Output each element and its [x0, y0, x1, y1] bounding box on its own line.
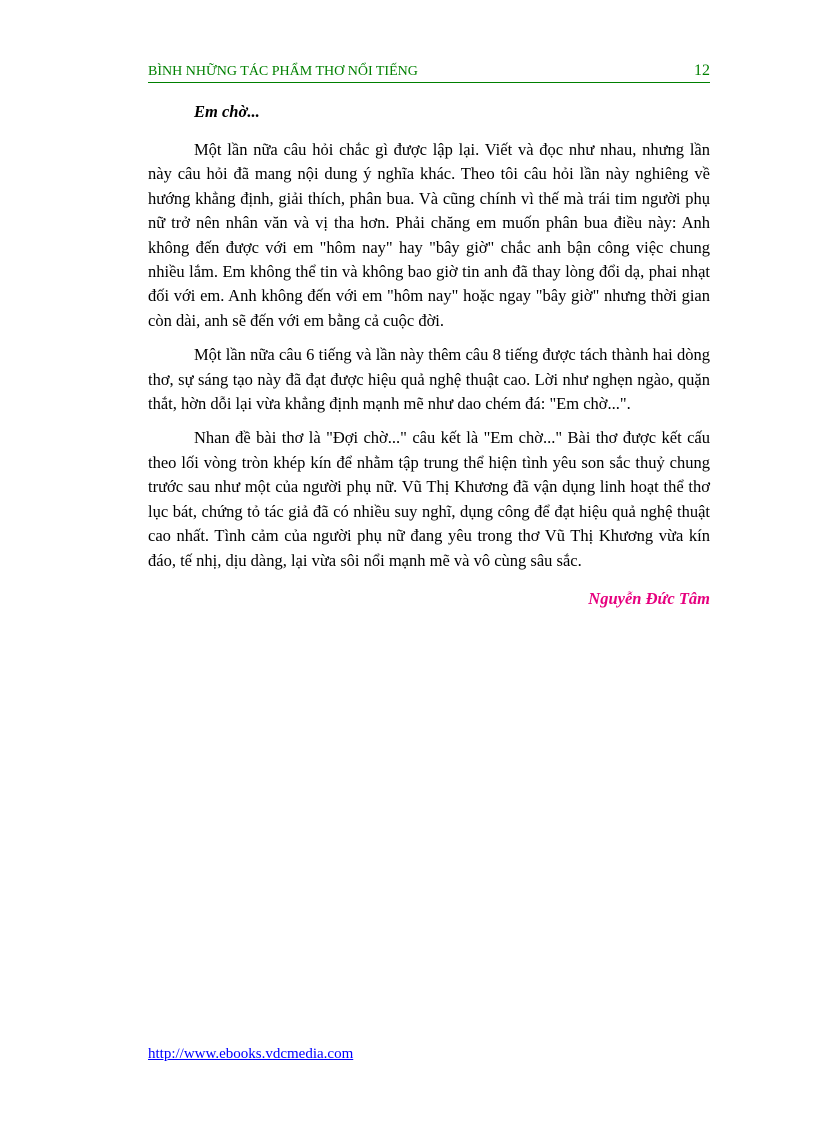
article-body — [148, 100, 710, 609]
paragraph-2: Một lần nữa câu 6 tiếng và lần này thêm câu 8 tiếng được tách thành hai dòng thơ, sự sáng tạo này đã đạt được hiệu quả nghệ thuật cao. Lời như nghẹn ngào, quặn thắt, hờn dỗi lại vừa khẳng định mạnh mẽ như dao chém đá: "Em chờ...". — [148, 345, 710, 414]
book-title: BÌNH NHỮNG TÁC PHẨM THƠ NỔI TIẾNG — [148, 64, 418, 79]
author-signature: Nguyễn Đức Tâm — [588, 588, 710, 608]
footer-link[interactable]: http://www.ebooks.vdcmedia.com — [148, 1046, 354, 1062]
paragraph-1: Một lần nữa câu hỏi chắc gì được lập lại. Viết và đọc như nhau, nhưng lần này câu hỏi đã mang nội dung ý nghĩa khác. Theo tôi câu hỏi lần này nghiêng về hướng khẳng định, giải thích, phân bua. Và cũng chính vì thế mà trái tim người phụ nữ trở nên nhân văn và vị tha hơn. Phải chăng em muốn phân bua điều này: Anh không đến được với em "hôm nay" hay "bây giờ" chắc anh bận công việc chung nhiều lắm. Em không thể tin và không bao giờ tin anh đã thay lòng đổi dạ, phai nhạt đối với em. Anh không đến với em "hôm nay" hoặc ngay "bây giờ" nhưng thời gian còn dài, anh sẽ đến với em bằng cả cuộc đời. — [148, 140, 710, 330]
page-header — [148, 62, 710, 83]
page-number: 12 — [694, 62, 710, 79]
section-subheading: Em chờ... — [194, 102, 260, 121]
paragraph-3: Nhan đề bài thơ là "Đợi chờ..." câu kết là "Em chờ..." Bài thơ được kết cấu theo lối vòng tròn khép kín để nhằm tập trung thể hiện tình yêu son sắc thuỷ chung trước sau như một của người phụ nữ. Vũ Thị Khương đã vận dụng linh hoạt thể thơ lục bát, chứng tỏ tác giả đã có nhiều suy nghĩ, dụng công để đạt hiệu quả nghệ thuật cao nhất. Tình cảm của người phụ nữ đang yêu trong thơ Vũ Thị Khương vừa kín đáo, tế nhị, dịu dàng, lại vừa sôi nổi mạnh mẽ và vô cùng sâu sắc. — [148, 428, 710, 570]
